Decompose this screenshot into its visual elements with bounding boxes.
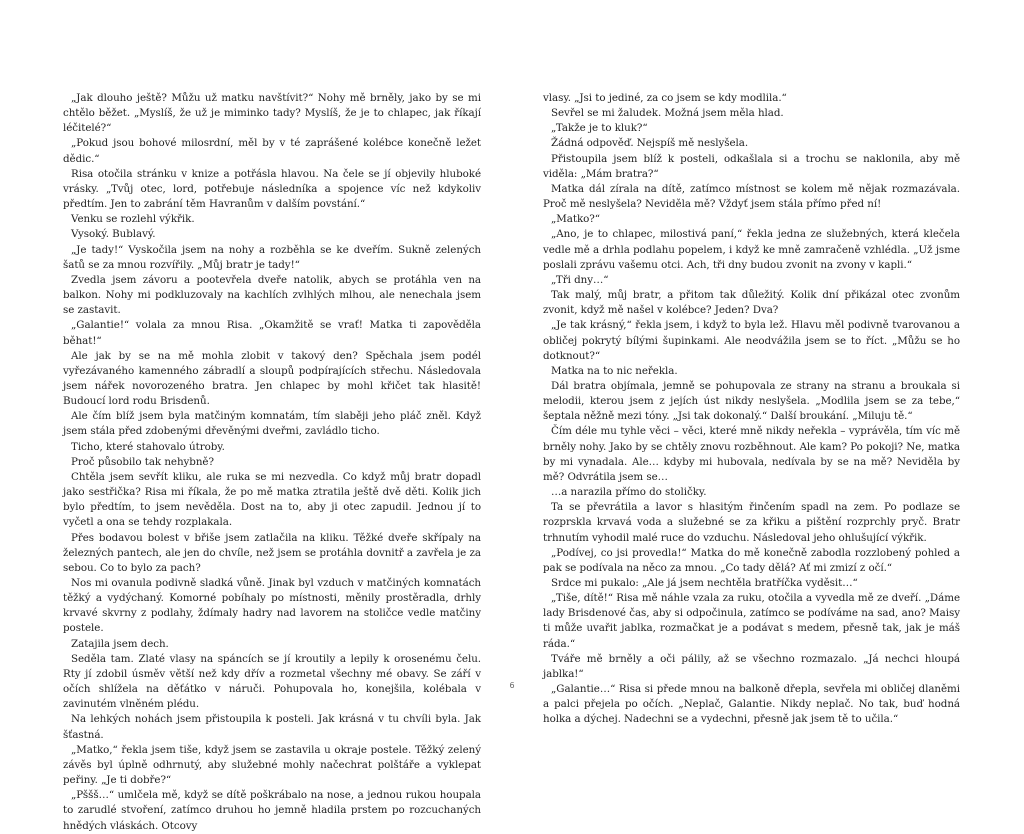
paragraph: Sevřel se mi žaludek. Možná jsem měla hlad.: [551, 107, 784, 120]
paragraph: Žádná odpověď. Nejspíš mě neslyšela.: [551, 137, 749, 150]
paragraph: Tak malý, můj bratr, a přitom tak důležitý. Kolik dní přikázal otec zvonům zvonit, když mě našel v kolébce? Jeden? Dva?: [543, 289, 960, 317]
paragraph: „Pššš…“ umlčela mě, když se dítě poškrábalo na nose, a jednou rukou houpala to zarudlé stvoření, zatímco druhou ho jemně hladila prstem po rozcuchaných hnědých vláskách. Otcovy: [63, 789, 481, 832]
paragraph: Tváře mě brněly a oči pálily, až se všechno rozmazalo. „Já nechci hloupá jablka!“: [543, 652, 960, 680]
paragraph: Ale čím blíž jsem byla matčiným komnatám, tím slaběji jeho pláč zněl. Když jsem stála před zdobenými dřevěnými dveřmi, zavládlo ticho.: [63, 410, 481, 438]
paragraph: Matka dál zírala na dítě, zatímco místnost se kolem mě nějak rozmazávala. Proč mě neslyšela? Neviděla mě? Vždyť jsem stála přímo před ní!: [543, 182, 960, 211]
paragraph: vlasy. „Jsi to jediné, za co jsem se kdy modlila.“: [543, 92, 787, 104]
paragraph: Dál bratra objímala, jemně se pohupovala ze strany na stranu a broukala si melodii, kterou jsem z jejích úst nikdy neslyšela. „Modlila jsem se za tebe,“ šeptala něžně mezi tóny. „Jsi tak dokonalý.“ Další broukání. „Miluju tě.“: [543, 379, 960, 423]
paragraph: „Ano, je to chlapec, milostivá paní,“ řekla jedna ze služebných, která klečela vedle mě a drhla podlahu popelem, i když ke mně zamračeně vzhlédla. „Už jsme poslali zprávu vašemu otci. Ach, tři dny budou zvonit na zvony v kapli.“: [543, 228, 960, 271]
paragraph: Ta se převrátila a lavor s hlasitým řinčením spadl na zem. Po podlaze se rozprskla krvavá voda a služebné se za křiku a pištění rozprchly pryč. Bratr trhnutím vyhodil malé ruce do vzduchu. Následoval jeho ohlušující výkřik.: [543, 501, 960, 544]
paragraph: Zatajila jsem dech.: [71, 637, 169, 650]
paragraph: „Jak dlouho ještě? Můžu už matku navštívit?“ Nohy mě brněly, jako by se mi chtělo běžet. „Myslíš, že už je miminko tady? Myslíš, že je to chlapec, jak říkají léčitelé?“: [63, 92, 481, 135]
paragraph: Na lehkých nohách jsem přistoupila k posteli. Jak krásná v tu chvíli byla. Jak šťastná.: [63, 713, 481, 741]
paragraph: Chtěla jsem sevřít kliku, ale ruka se mi nezvedla. Co když můj bratr dopadl jako sestřička? Risa mi říkala, že po mě matka ztratila ještě dvě děti. Kolik jich bylo předtím, to jsem nevěděla. Dost na to, aby ji otec zapudil. Jednou jí to vyčetl a ona se tehdy rozplakala.: [63, 470, 481, 529]
paragraph: „Matko,“ řekla jsem tiše, když jsem se zastavila u okraje postele. Těžký zelený závěs byl úplně odhrnutý, aby služebné mohly načechrat polštáře a vyklepat peřiny. „Je ti dobře?“: [63, 743, 481, 787]
paragraph: Nos mi ovanula podivně sladká vůně. Jinak byl vzduch v matčiných komnatách těžký a vydýchaný. Komorné pobíhaly po místnosti, měnily prostěradla, drhly krvavé skvrny z podlahy, ždímaly hadry nad lavorem na stoličce vedle matčiny postele.: [63, 577, 481, 635]
paragraph: „Galantie…“ Risa si přede mnou na balkoně dřepla, sevřela mi obličej dlaněmi a palci přejela po očích. „Neplač, Galantie. Nikdy neplač. No tak, buď hodná holka a dýchej. Nadechni se a vydechni, přesně jak jsem tě to učila.“: [543, 683, 960, 726]
paragraph: Matka na to nic neřekla.: [551, 364, 678, 377]
paragraph: „Tři dny…“: [551, 273, 609, 286]
left-page-text: [63, 91, 481, 834]
paragraph: Risa otočila stránku v knize a potřásla hlavou. Na čele se jí objevily hluboké vrásky. „Tvůj otec, lord, potřebuje následníka a spojence víc než kdykoliv předtím. Jen to zabrání těm Havranům v dalším povstání.“: [63, 167, 481, 211]
paragraph: Ale jak by se na mě mohla zlobit v takový den? Spěchala jsem podél vyřezávaného kamenného zábradlí a sloupů podpírajících střechu. Následovala jsem nářek novorozeného bratra. Jen chlapec by mohl křičet tak hlasitě! Budoucí lord rodu Brisdenů.: [63, 349, 481, 408]
paragraph: „Tiše, dítě!“ Risa mě náhle vzala za ruku, otočila a vyvedla mě ze dveří. „Dáme lady Brisdenové čas, aby si odpočinula, zatímco se podíváme na sad, ano? Maisy ti může uvařit jablka, rozmačkat je a podávat s medem, přesně tak, jak je máš ráda.“: [543, 592, 960, 650]
paragraph: Proč působilo tak nehybně?: [71, 455, 214, 468]
paragraph: Seděla tam. Zlaté vlasy na spáncích se jí kroutily a lepily k orosenému čelu. Rty jí zdobil úsměv větší než kdy dřív a rozmetal všechny mé obavy. Se září v očích shlížela na děťátko v náruči. Pohupovala ho, konejšila, kolébala v zavinutém vlněném plédu.: [63, 652, 481, 711]
paragraph: „Je tady!“ Vyskočila jsem na nohy a rozběhla se ke dveřím. Sukně zelených šatů se za mnou rozvířily. „Můj bratr je tady!“: [63, 243, 481, 271]
paragraph: …a narazila přímo do stoličky.: [551, 486, 707, 499]
paragraph: „Takže je to kluk?“: [551, 122, 648, 135]
page-number: 6: [509, 681, 515, 690]
paragraph: „Podívej, co jsi provedla!“ Matka do mě konečně zabodla rozzlobený pohled a pak se podívala na něco za mnou. „Co tady dělá? Ať mi zmizí z očí.“: [543, 546, 960, 574]
right-page-text: [543, 91, 960, 728]
paragraph: Vysoký. Bublavý.: [71, 228, 156, 241]
paragraph: Ticho, které stahovalo útroby.: [71, 440, 225, 453]
paragraph: Venku se rozlehl výkřik.: [71, 213, 195, 226]
paragraph: Přistoupila jsem blíž k posteli, odkašlala si a trochu se naklonila, aby mě viděla: „Mám bratra?“: [543, 152, 960, 180]
paragraph: „Je tak krásný,“ řekla jsem, i když to byla lež. Hlavu měl podivně tvarovanou a obličej pokrytý bílými šupinkami. Ale neodvážila jsem se to říct. „Můžu se ho dotknout?“: [543, 319, 960, 362]
paragraph: Srdce mi pukalo: „Ale já jsem nechtěla bratříčka vyděsit…“: [551, 577, 858, 589]
paragraph: Přes bodavou bolest v břiše jsem zatlačila na kliku. Těžké dveře skřípaly na železných pantech, ale jen do chvíle, než jsem se protáhla dovnitř a zavřela je za sebou. Co to bylo za pach?: [63, 531, 481, 574]
paragraph: „Matko?“: [551, 213, 600, 226]
paragraph: Čím déle mu tyhle věci – věci, které mně nikdy neřekla – vyprávěla, tím víc mě brněly nohy. Jako by se chtěly znovu rozběhnout. Ale kam? Po pokoji? Ne, matka by mi vynadala. Ale… kdyby mi hubovala, nedívala by se na mě? Neviděla by mě? Odvrátila jsem se…: [543, 425, 960, 483]
paragraph: Zvedla jsem závoru a pootevřela dveře natolik, abych se protáhla ven na balkon. Nohy mi podkluzovaly na kachlích zvlhlých mlhou, ale nenechala jsem se zastavit.: [63, 273, 481, 317]
paragraph: „Galantie!“ volala za mnou Risa. „Okamžitě se vrať! Matka ti zapověděla běhat!“: [63, 319, 481, 347]
paragraph: „Pokud jsou bohové milosrdní, měl by v té zaprášené kolébce konečně ležet dědic.“: [63, 137, 481, 165]
